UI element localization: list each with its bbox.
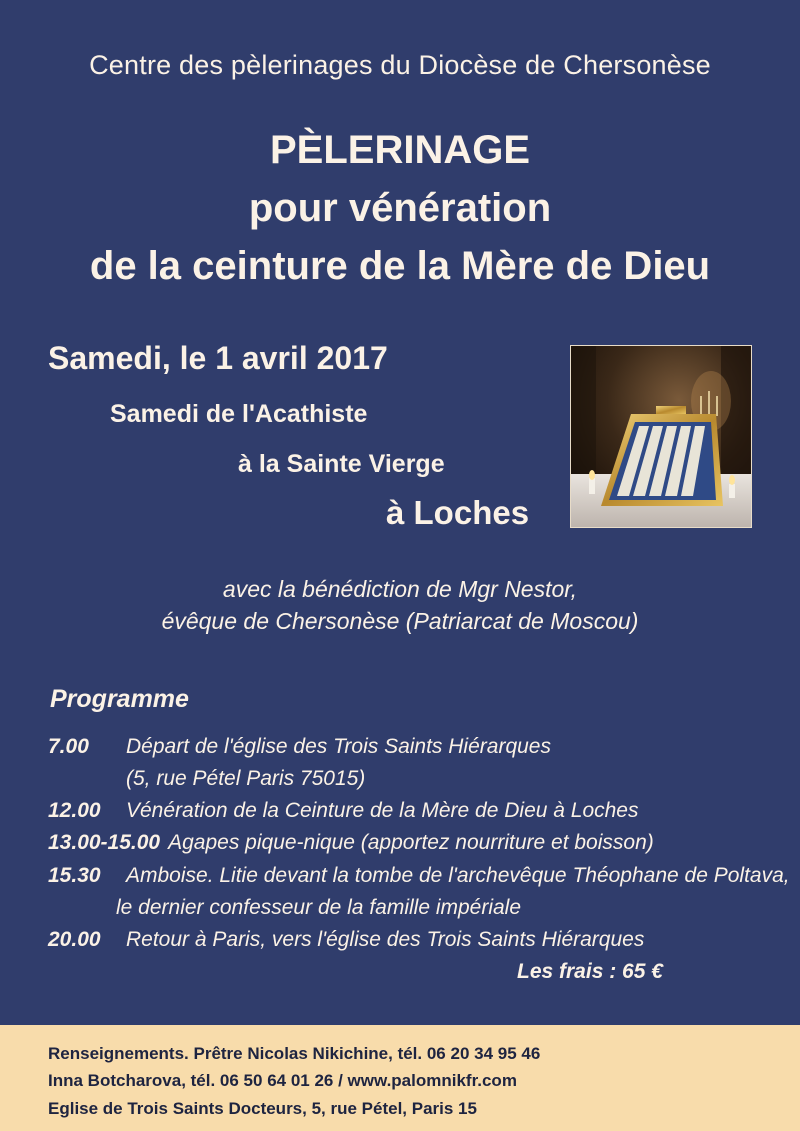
program-item [48, 735, 551, 759]
fees: Les frais : 65 € [517, 960, 663, 983]
program-item-text: Amboise. Litie devant la tombe de l'archevêque Théophane de Poltava, [126, 864, 790, 887]
program-item-time: 20.00 [48, 928, 101, 951]
contact-footer [0, 1025, 800, 1131]
contact-line-1: Renseignements. Prêtre Nicolas Nikichine, tél. 06 20 34 95 46 [48, 1044, 541, 1063]
contact-line-3: Eglise de Trois Saints Docteurs, 5, rue Pétel, Paris 15 [48, 1099, 477, 1118]
program-item [48, 831, 654, 855]
program-item [48, 799, 639, 823]
program-item-text: Retour à Paris, vers l'église des Trois Saints Hiérarques [126, 928, 645, 951]
title-line-1: PÈLERINAGE [269, 128, 531, 172]
program-item-text: Départ de l'église des Trois Saints Hiérarques [126, 735, 551, 758]
event-subtitle-1: Samedi de l'Acathiste [110, 400, 368, 428]
event-location: à Loches [386, 494, 530, 531]
program-item-continuation [126, 767, 365, 791]
blessing-line-2: évêque de Chersonèse (Patriarcat de Moscou) [161, 608, 639, 634]
relic-reliquary-image [571, 346, 751, 527]
title-line-3: de la ceinture de la Mère de Dieu [89, 244, 711, 288]
event-subtitle-2: à la Sainte Vierge [238, 450, 445, 478]
program-item [48, 864, 790, 888]
program-title: Programme [50, 685, 189, 713]
contact-line-2: Inna Botcharova, tél. 06 50 64 01 26 / www.palomnikfr.com [48, 1071, 517, 1090]
program-item-time: 13.00-15.00 [48, 831, 161, 854]
relic-photo [570, 345, 752, 528]
program-item-text: le dernier confesseur de la famille impériale [116, 896, 522, 919]
program-item-time: 15.30 [48, 864, 101, 887]
program-item-continuation [116, 896, 521, 920]
title-line-2: pour vénération [248, 186, 552, 230]
program-item-text: (5, rue Pétel Paris 75015) [126, 767, 366, 790]
program-item-text: Agapes pique-nique (apportez nourriture et boisson) [168, 831, 654, 854]
blessing-line-1: avec la bénédiction de Mgr Nestor, [222, 576, 578, 602]
program-item-time: 7.00 [48, 735, 89, 758]
program-item [48, 928, 644, 952]
event-date: Samedi, le 1 avril 2017 [48, 340, 388, 376]
program-item-text: Vénération de la Ceinture de la Mère de Dieu à Loches [126, 799, 639, 822]
organization-name: Centre des pèlerinages du Diocèse de Chersonèse [89, 50, 711, 80]
program-item-time: 12.00 [48, 799, 101, 822]
